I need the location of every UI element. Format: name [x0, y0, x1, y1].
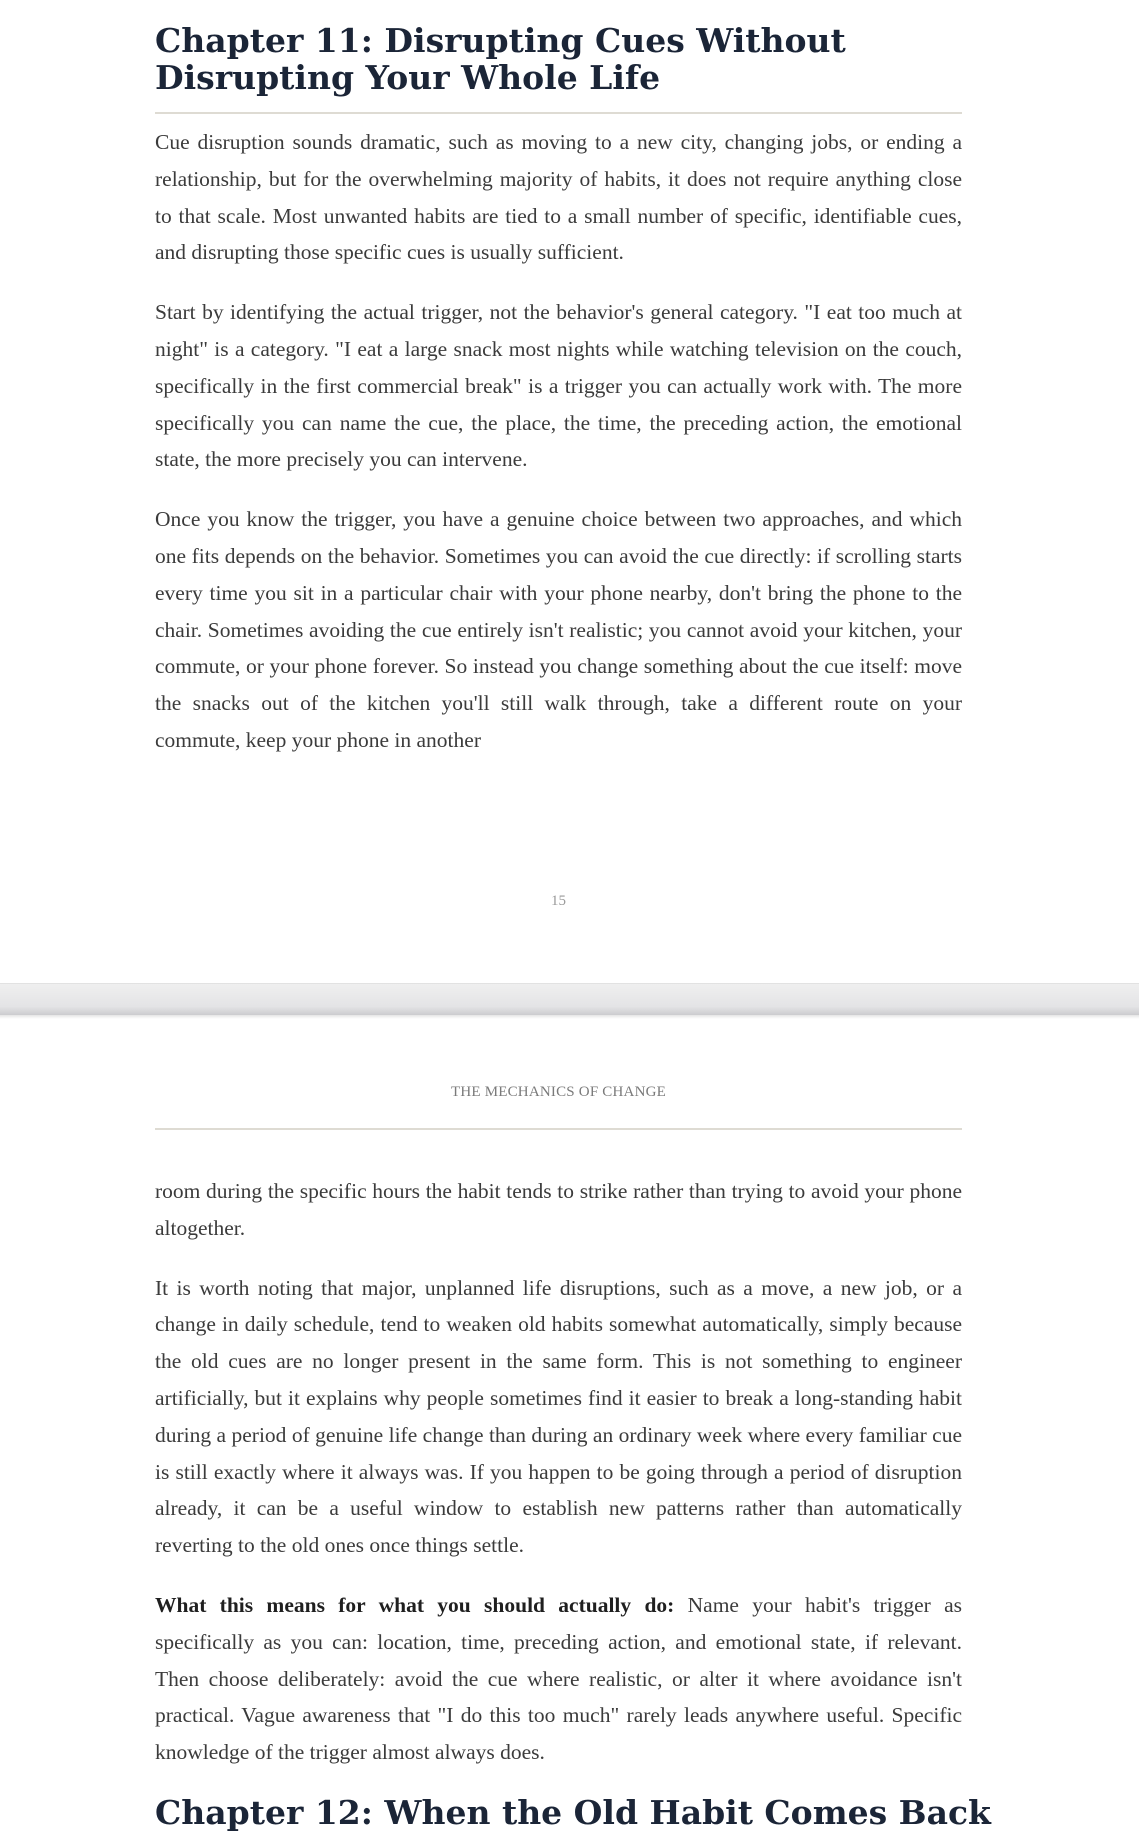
page-16: [0, 1015, 1139, 1807]
page-shadow: [0, 1015, 1139, 1019]
paragraph: room during the specific hours the habit tends to strike rather than trying to avoid your phone altogether.: [155, 1179, 962, 1240]
paragraph: Cue disruption sounds dramatic, such as moving to a new city, changing jobs, or ending a relationship, but for the overwhelming majority of habits, it does not require anything close to that scale. Most unwanted habits are tied to a small number of specific, identifiable cues, and disrupting those specific cues is usually sufficient.: [155, 130, 962, 265]
running-header: THE MECHANICS OF CHANGE: [450, 1084, 667, 1100]
page-separator: [0, 983, 1139, 1016]
takeaway-paragraph: [155, 1587, 962, 1771]
page-15-body: [155, 124, 962, 782]
paragraph: Once you know the trigger, you have a genuine choice between two approaches, and which one fits depends on the behavior. Sometimes you can avoid the cue directly: if scrolling starts every time you sit in a particular chair with your phone nearby, don't bring the phone to the chair. Sometimes avoiding the cue entirely isn't realistic; you cannot avoid your kitchen, your commute, or your phone forever. So instead you change something about the cue itself: move the snacks out of the kitchen you'll still walk through, take a different route on your commute, keep your phone in another: [155, 507, 962, 752]
next-chapter-title: Chapter 12: When the Old Habit Comes Back: [155, 1793, 991, 1832]
title-divider: [155, 112, 962, 114]
paragraph: Start by identifying the actual trigger, not the behavior's general category. "I eat too much at night" is a category. "I eat a large snack most nights while watching television on the couch, specifically in the first commercial break" is a trigger you can actually work with. The more specifically you can name the cue, the place, the time, the preceding action, the emotional state, the more precisely you can intervene.: [155, 300, 962, 472]
paragraph: It is worth noting that major, unplanned life disruptions, such as a move, a new job, or a change in daily schedule, tend to weaken old habits somewhat automatically, simply because the old cues are no longer present in the same form. This is not something to engineer artificially, but it explains why people sometimes find it easier to break a long-standing habit during a period of genuine life change than during an ordinary week where every familiar cue is still exactly where it always was. If you happen to be going through a period of disruption already, it can be a useful window to establish new patterns rather than automatically reverting to the old ones once things settle.: [155, 1275, 962, 1558]
header-divider: [155, 1128, 962, 1130]
takeaway-text: Name your habit's trigger as specifically as you can: location, time, preceding action, and emotional state, if relevant. Then choose deliberately: avoid the cue where realistic, or alter it where avoidance isn't practical. Vague awareness that "I do this too much" rarely leads anywhere useful. Specific knowledge of the trigger almost always does.: [155, 1592, 963, 1765]
page-16-body: [155, 1173, 962, 1794]
takeaway-label: What this means for what you should actually do:: [155, 1592, 675, 1617]
page-number: 15: [551, 893, 566, 909]
chapter-title: Chapter 11: Disrupting Cues Without Disrupting Your Whole Life: [155, 21, 846, 97]
